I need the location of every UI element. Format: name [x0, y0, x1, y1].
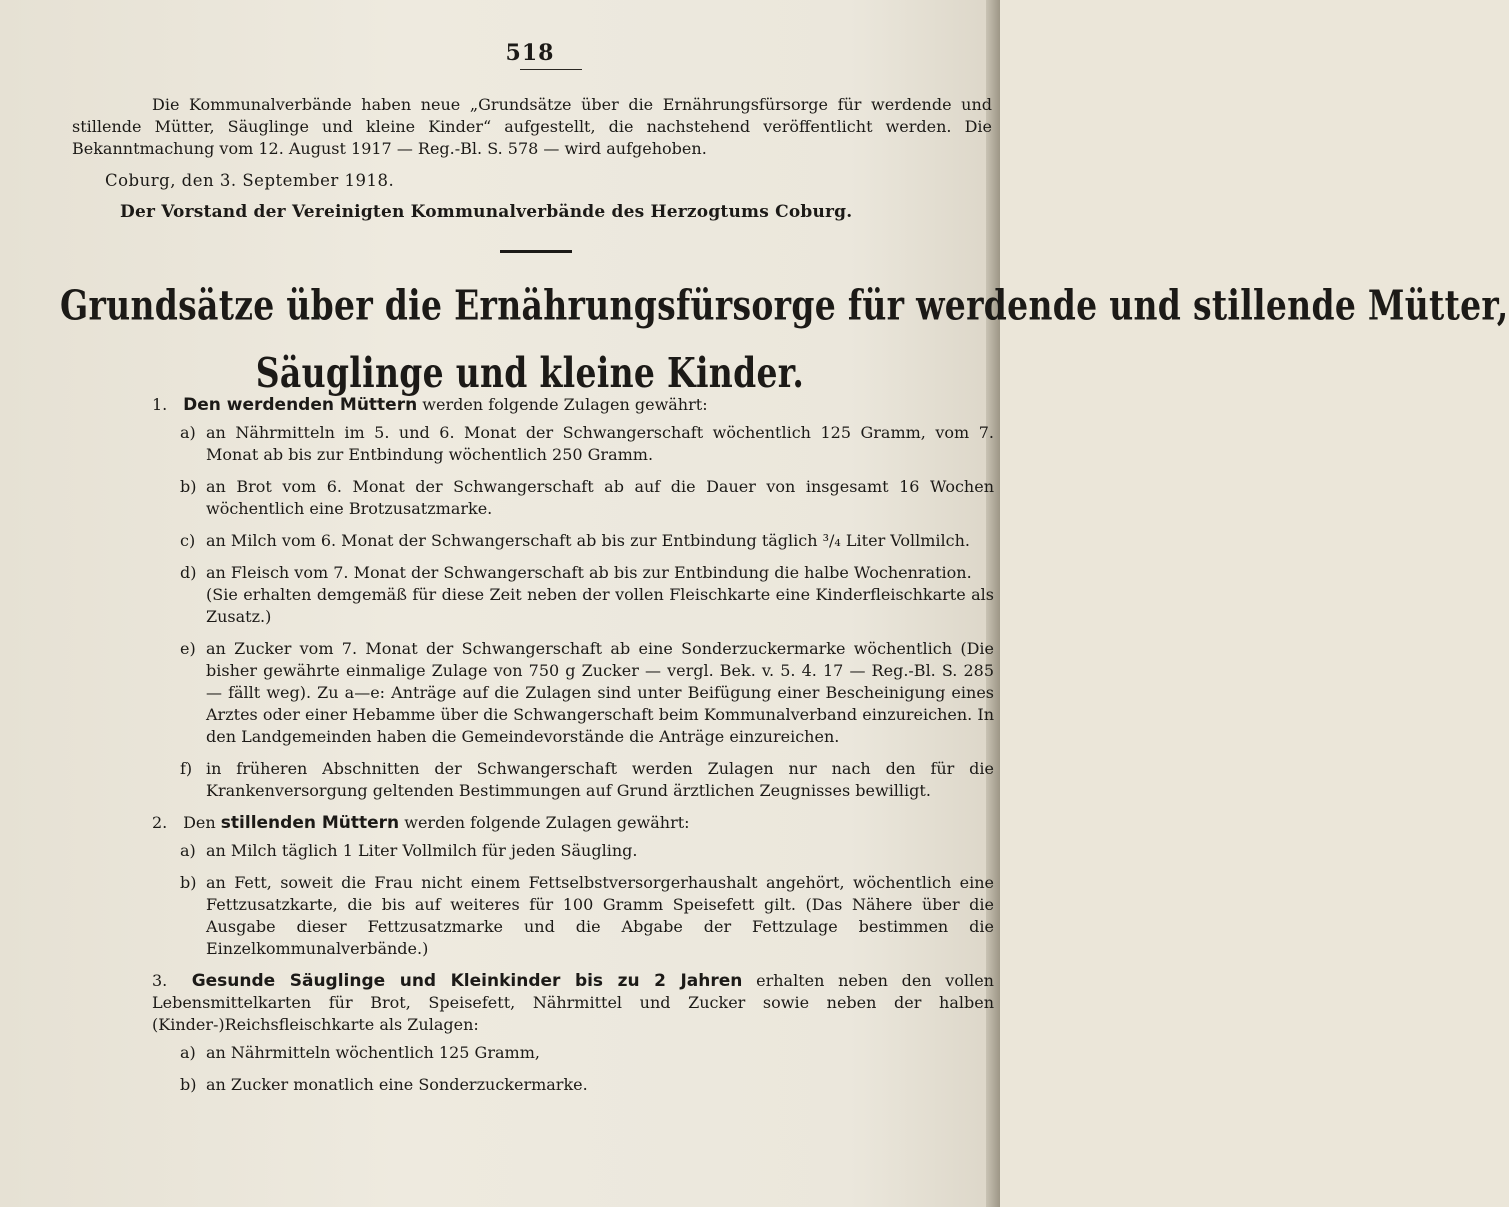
item-text: an Brot vom 6. Monat der Schwangerschaft ab auf die Dauer von insgesamt 16 Wochen wöchentlich eine Brotzusatzmarke.	[206, 477, 994, 518]
section-items	[72, 1042, 994, 1096]
dateline: Coburg, den 3. September 1918.	[105, 171, 395, 190]
item-text: an Zucker monatlich eine Sonderzuckermarke.	[206, 1075, 588, 1094]
section-items	[72, 840, 994, 960]
item-label: f)	[180, 759, 193, 778]
item-label: c)	[180, 531, 196, 550]
section-1	[72, 394, 994, 802]
intro-text: Die Kommunalverbände haben neue „Grundsätze über die Ernährungsfürsorge für werdende und stillende Mütter, Säuglinge und kleine Kinder“ aufgestellt, die nachstehend veröffentlicht werden. Die Bekanntmachung vom 12. August 1917 — Reg.-Bl. S. 578 — wird aufgehoben.	[72, 95, 992, 158]
item-label: a)	[180, 841, 196, 860]
section-3	[72, 970, 994, 1096]
section-subject: stillenden Müttern	[220, 813, 400, 833]
item-text: an Fett, soweit die Frau nicht einem Fettselbstversorgerhaushalt angehört, wöchentlich eine Fettzusatzkarte, die bis auf weiteres für 100 Gramm Speisefett gilt. (Das Nähere über die Ausgabe dieser Fettzusatzmarke und die Abgabe der Fettzulage bestimmen die Einzelkommunalverbände.)	[206, 873, 994, 958]
section-number: 1.	[152, 395, 168, 414]
list-item	[72, 1042, 994, 1064]
section-lead: werden folgende Zulagen gewährt:	[404, 813, 690, 832]
page-number-rule	[520, 69, 582, 70]
item-label: e)	[180, 639, 196, 658]
item-text: an Zucker vom 7. Monat der Schwangerschaft ab eine Sonderzuckermarke wöchentlich (Die bisher gewährte einmalige Zulage von 750 g Zucker — vergl. Bek. v. 5. 4. 17 — Reg.-Bl. S. 285 — fällt weg). Zu a—e: Anträge auf die Zulagen sind unter Beifügung einer Bescheinigung eines Arztes oder einer Hebamme über die Schwangerschaft beim Kommunalverband einzureichen. In den Landgemeinden haben die Gemeindevorstände die Anträge einzureichen.	[206, 639, 994, 746]
item-label: b)	[180, 477, 197, 496]
page-number: 518	[505, 40, 555, 66]
section-heading	[72, 394, 994, 416]
section-pre: Den	[183, 813, 216, 832]
intro-paragraph	[72, 94, 992, 160]
item-text: in früheren Abschnitten der Schwangerschaft werden Zulagen nur nach den für die Krankenversorgung geltenden Bestimmungen auf Grund ärztlichen Zeugnisses bewilligt.	[206, 759, 994, 800]
item-text-block	[206, 562, 994, 628]
section-heading	[72, 812, 994, 834]
item-text: an Milch täglich 1 Liter Vollmilch für jeden Säugling.	[206, 841, 638, 860]
section-number: 3.	[152, 971, 168, 990]
section-lead: werden folgende Zulagen gewährt:	[422, 395, 708, 414]
item-note: (Sie erhalten demgemäß für diese Zeit neben der vollen Fleischkarte eine Kinderfleischkarte als Zusatz.)	[206, 585, 994, 626]
item-label: b)	[180, 873, 197, 892]
section-items	[72, 422, 994, 802]
list-item	[72, 562, 994, 628]
item-label: b)	[180, 1075, 197, 1094]
section-divider	[500, 250, 572, 253]
section-subject: Den werdenden Müttern	[183, 395, 418, 415]
section-2	[72, 812, 994, 960]
section-number: 2.	[152, 813, 168, 832]
section-subject: Gesunde Säuglinge und Kleinkinder bis zu 2 Jahren	[191, 971, 743, 991]
item-label: d)	[180, 563, 197, 582]
item-text: an Milch vom 6. Monat der Schwangerschaft ab bis zur Entbindung täglich ³/₄ Liter Vollmilch.	[206, 531, 971, 550]
list-item	[72, 1074, 994, 1096]
signature-board: Der Vorstand der Vereinigten Kommunalverbände des Herzogtums Coburg.	[120, 202, 853, 222]
list-item	[72, 422, 994, 466]
document-body	[72, 394, 994, 1106]
list-item	[72, 476, 994, 520]
section-lead: erhalten neben den vollen Lebensmittelkarten für Brot, Speisefett, Nährmittel und Zucker sowie neben der halben (Kinder-)Reichsfleischkarte als Zulagen:	[152, 971, 994, 1034]
title-line-1: Grundsätze über die Ernährungsfürsorge für werdende und stillende Mütter,	[60, 280, 1509, 330]
list-item	[72, 638, 994, 748]
list-item	[72, 840, 994, 862]
list-item	[72, 758, 994, 802]
list-item	[72, 530, 994, 552]
document-title	[60, 272, 1509, 407]
item-label: a)	[180, 423, 196, 442]
item-text: an Nährmitteln im 5. und 6. Monat der Schwangerschaft wöchentlich 125 Gramm, vom 7. Monat ab bis zur Entbindung wöchentlich 250 Gramm.	[206, 423, 994, 464]
title-line-2: Säuglinge und kleine Kinder.	[255, 348, 805, 397]
section-heading	[72, 970, 994, 1036]
item-text: an Nährmitteln wöchentlich 125 Gramm,	[206, 1043, 540, 1062]
item-text: an Fleisch vom 7. Monat der Schwangerschaft ab bis zur Entbindung die halbe Wochenration.	[206, 563, 972, 582]
item-label: a)	[180, 1043, 196, 1062]
list-item	[72, 872, 994, 960]
